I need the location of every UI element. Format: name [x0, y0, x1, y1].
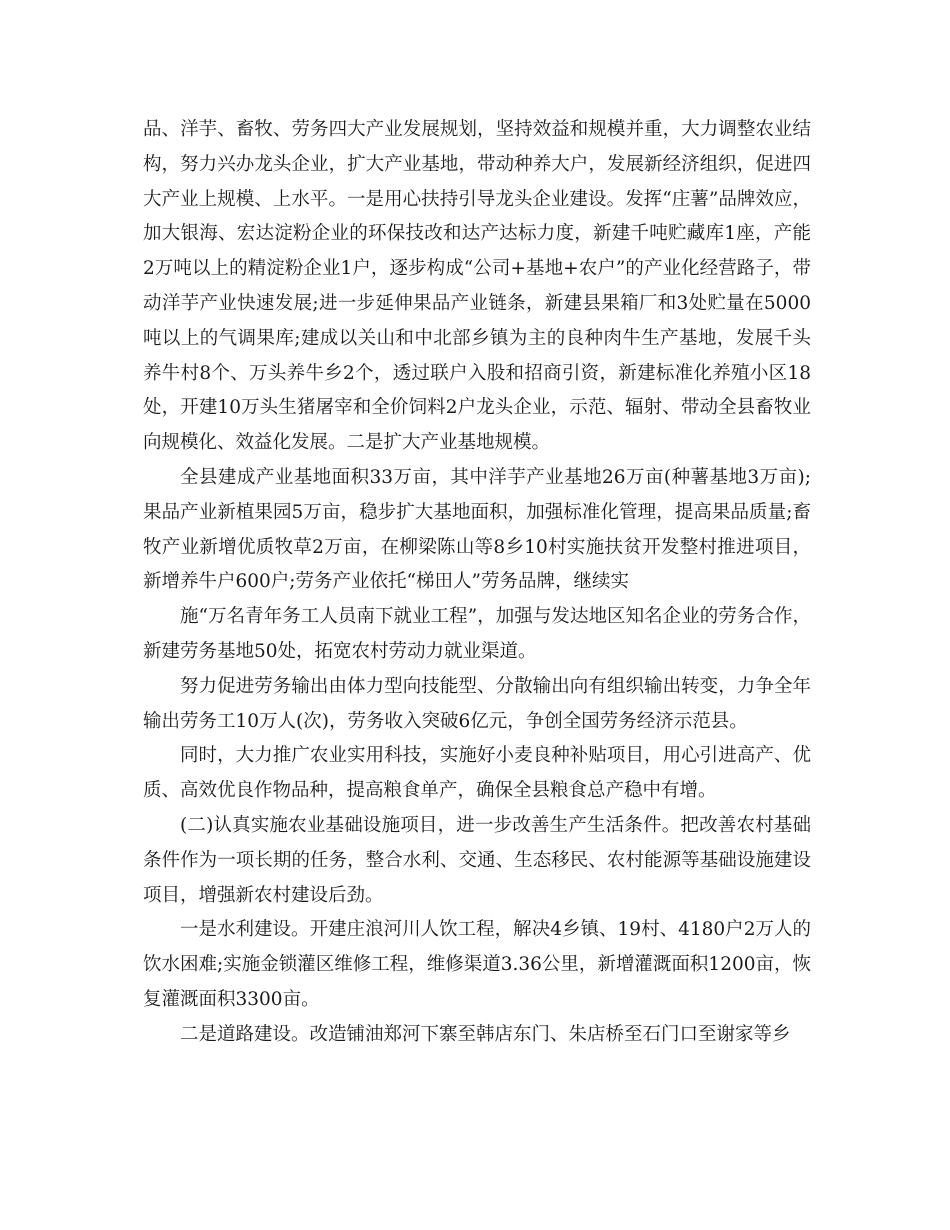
paragraph-labor-export: 努力促进劳务输出由体力型向技能型、分散输出向有组织输出转变，力争全年输出劳务工10万人(次)，劳务收入突破6亿元，争创全国劳务经济示范县。 [143, 675, 811, 732]
paragraph-agri-tech: 同时，大力推广农业实用科技，实施好小麦良种补贴项目，用心引进高产、优质、高效优良作物品种，提高粮食单产，确保全县粮食总产稳中有增。 [143, 745, 811, 802]
paragraph-water-construction: 一是水利建设。开建庄浪河川人饮工程，解决4乡镇、19村、4180户2万人的饮水困难;实施金锁灌区维修工程，维修渠道3.36公里，新增灌溉面积1200亩，恢复灌溉面积3300亩。 [143, 919, 812, 1010]
paragraph-industry-plan: 品、洋芋、畜牧、劳务四大产业发展规划，坚持效益和规模并重，大力调整农业结构，努力兴办龙头企业，扩大产业基地，带动种养大户，发展新经济组织，促进四大产业上规模、上水平。一是用心扶持引导龙头企业建设。发挥“庄薯”品牌效应，加大银海、宏达淀粉企业的环保技改和达产达标力度，新建千吨贮藏库1座，产能2万吨以上的精淀粉企业1户，逐步构成“公司+基地+农户”的产业化经营路子，带动洋芋产业快速发展;进一步延伸果品产业链条，新建县果箱厂和3处贮量在5000吨以上的气调果库;建成以关山和中北部乡镇为主的良种肉牛生产基地，发展千头养牛村8个、万头养牛乡2个，透过联户入股和招商引资，新建标准化养殖小区18处，开建10万头生猪屠宰和全价饲料2户龙头企业，示范、辐射、带动全县畜牧业向规模化、效益化发展。二是扩大产业基地规模。 [143, 119, 811, 454]
paragraph-infrastructure-heading: (二)认真实施农业基础设施项目，进一步改善生产生活条件。把改善农村基础条件作为一项长期的任务，整合水利、交通、生态移民、农村能源等基础设施建设项目，增强新农村建设后劲。 [143, 814, 811, 906]
paragraph-labor-project: 施“万名青年务工人员南下就业工程”，加强与发达地区知名企业的劳务合作，新建劳务基地50处，拓宽农村劳动力就业渠道。 [143, 606, 811, 662]
document-body [143, 113, 811, 1053]
paragraph-industry-base: 全县建成产业基地面积33万亩，其中洋芋产业基地26万亩(种薯基地3万亩);果品产业新植果园5万亩，稳步扩大基地面积，加强标准化管理，提高果品质量;畜牧产业新增优质牧草2万亩，在柳梁陈山等8乡10村实施扶贫开发整村推进项目，新增养牛户600户;劳务产业依托“梯田人”劳务品牌，继续实 [143, 466, 811, 593]
paragraph-road-construction: 二是道路建设。改造铺油郑河下寨至韩店东门、朱店桥至石门口至谢家等乡 [180, 1023, 791, 1045]
